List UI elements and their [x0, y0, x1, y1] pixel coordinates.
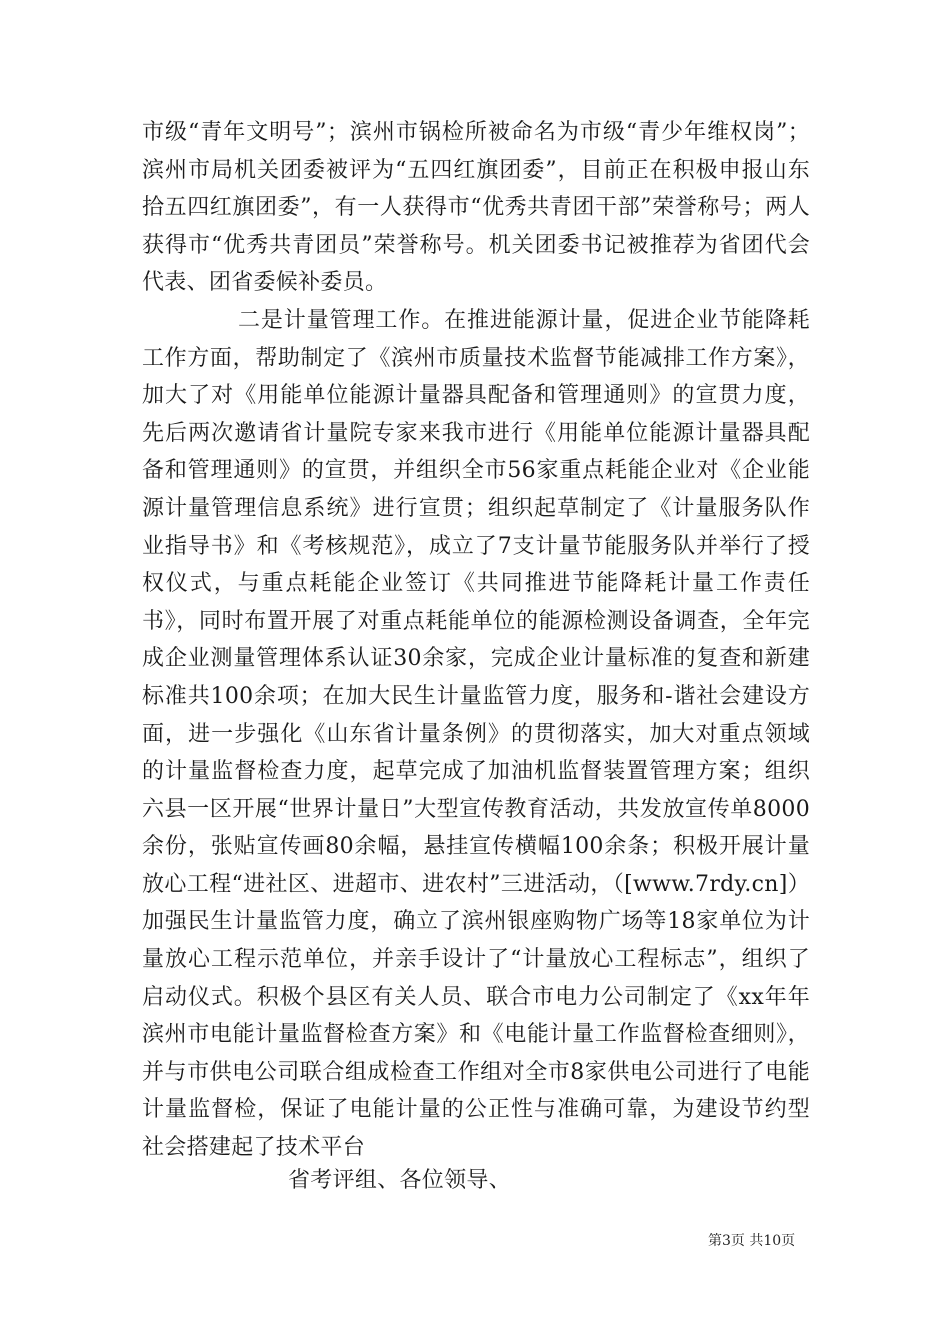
- page-number: 第3页 共10页: [708, 1233, 796, 1249]
- body-text: [142, 114, 810, 1167]
- closing-line: 省考评组、各位领导、: [288, 1168, 512, 1193]
- paragraph-1: 市级“青年文明号”；滨州市锅检所被命名为市级“青少年维权岗”；滨州市局机关团委被评为“五四红旗团委”，目前正在积极申报山东拾五四红旗团委”，有一人获得市“优秀共青团干部”荣誉称号；两人获得市“优秀共青团员”荣誉称号。机关团委书记被推荐为省团代会代表、团省委候补委员。: [142, 120, 810, 296]
- paragraph-2: 二是计量管理工作。在推进能源计量，促进企业节能降耗工作方面，帮助制定了《滨州市质量技术监督节能减排工作方案》，加大了对《用能单位能源计量器具配备和管理通则》的宣贯力度，先后两次邀请省计量院专家来我市进行《用能单位能源计量器具配备和管理通则》的宣贯，并组织全市56家重点耗能企业对《企业能源计量管理信息系统》进行宣贯；组织起草制定了《计量服务队作业指导书》和《考核规范》，成立了7支计量节能服务队并举行了授权仪式，与重点耗能企业签订《共同推进节能降耗计量工作责任书》，同时布置开展了对重点耗能单位的能源检测设备调查，全年完成企业测量管理体系认证30余家，完成企业计量标准的复查和新建标准共100余项；在加大民生计量监管力度，服务和-谐社会建设方面，进一步强化《山东省计量条例》的贯彻落实，加大对重点领域的计量监督检查力度，起草完成了加油机监督装置管理方案；组织六县一区开展“世界计量日”大型宣传教育活动，共发放宣传单8000余份，张贴宣传画80余幅，悬挂宣传横幅100余条；积极开展计量放心工程“进社区、进超市、进农村”三进活动，（[www.7rdy.cn]）加强民生计量监管力度，确立了滨州银座购物广场等18家单位为计量放心工程示范单位，并亲手设计了“计量放心工程标志”，组织了启动仪式。积极个县区有关人员、联合市电力公司制定了《xx年年滨州市电能计量监督检查方案》和《电能计量工作监督检查细则》，并与市供电公司联合组成检查工作组对全市8家供电公司进行了电能计量监督检，保证了电能计量的公正性与准确可靠，为建设节约型社会搭建起了技术平台: [142, 307, 810, 1161]
